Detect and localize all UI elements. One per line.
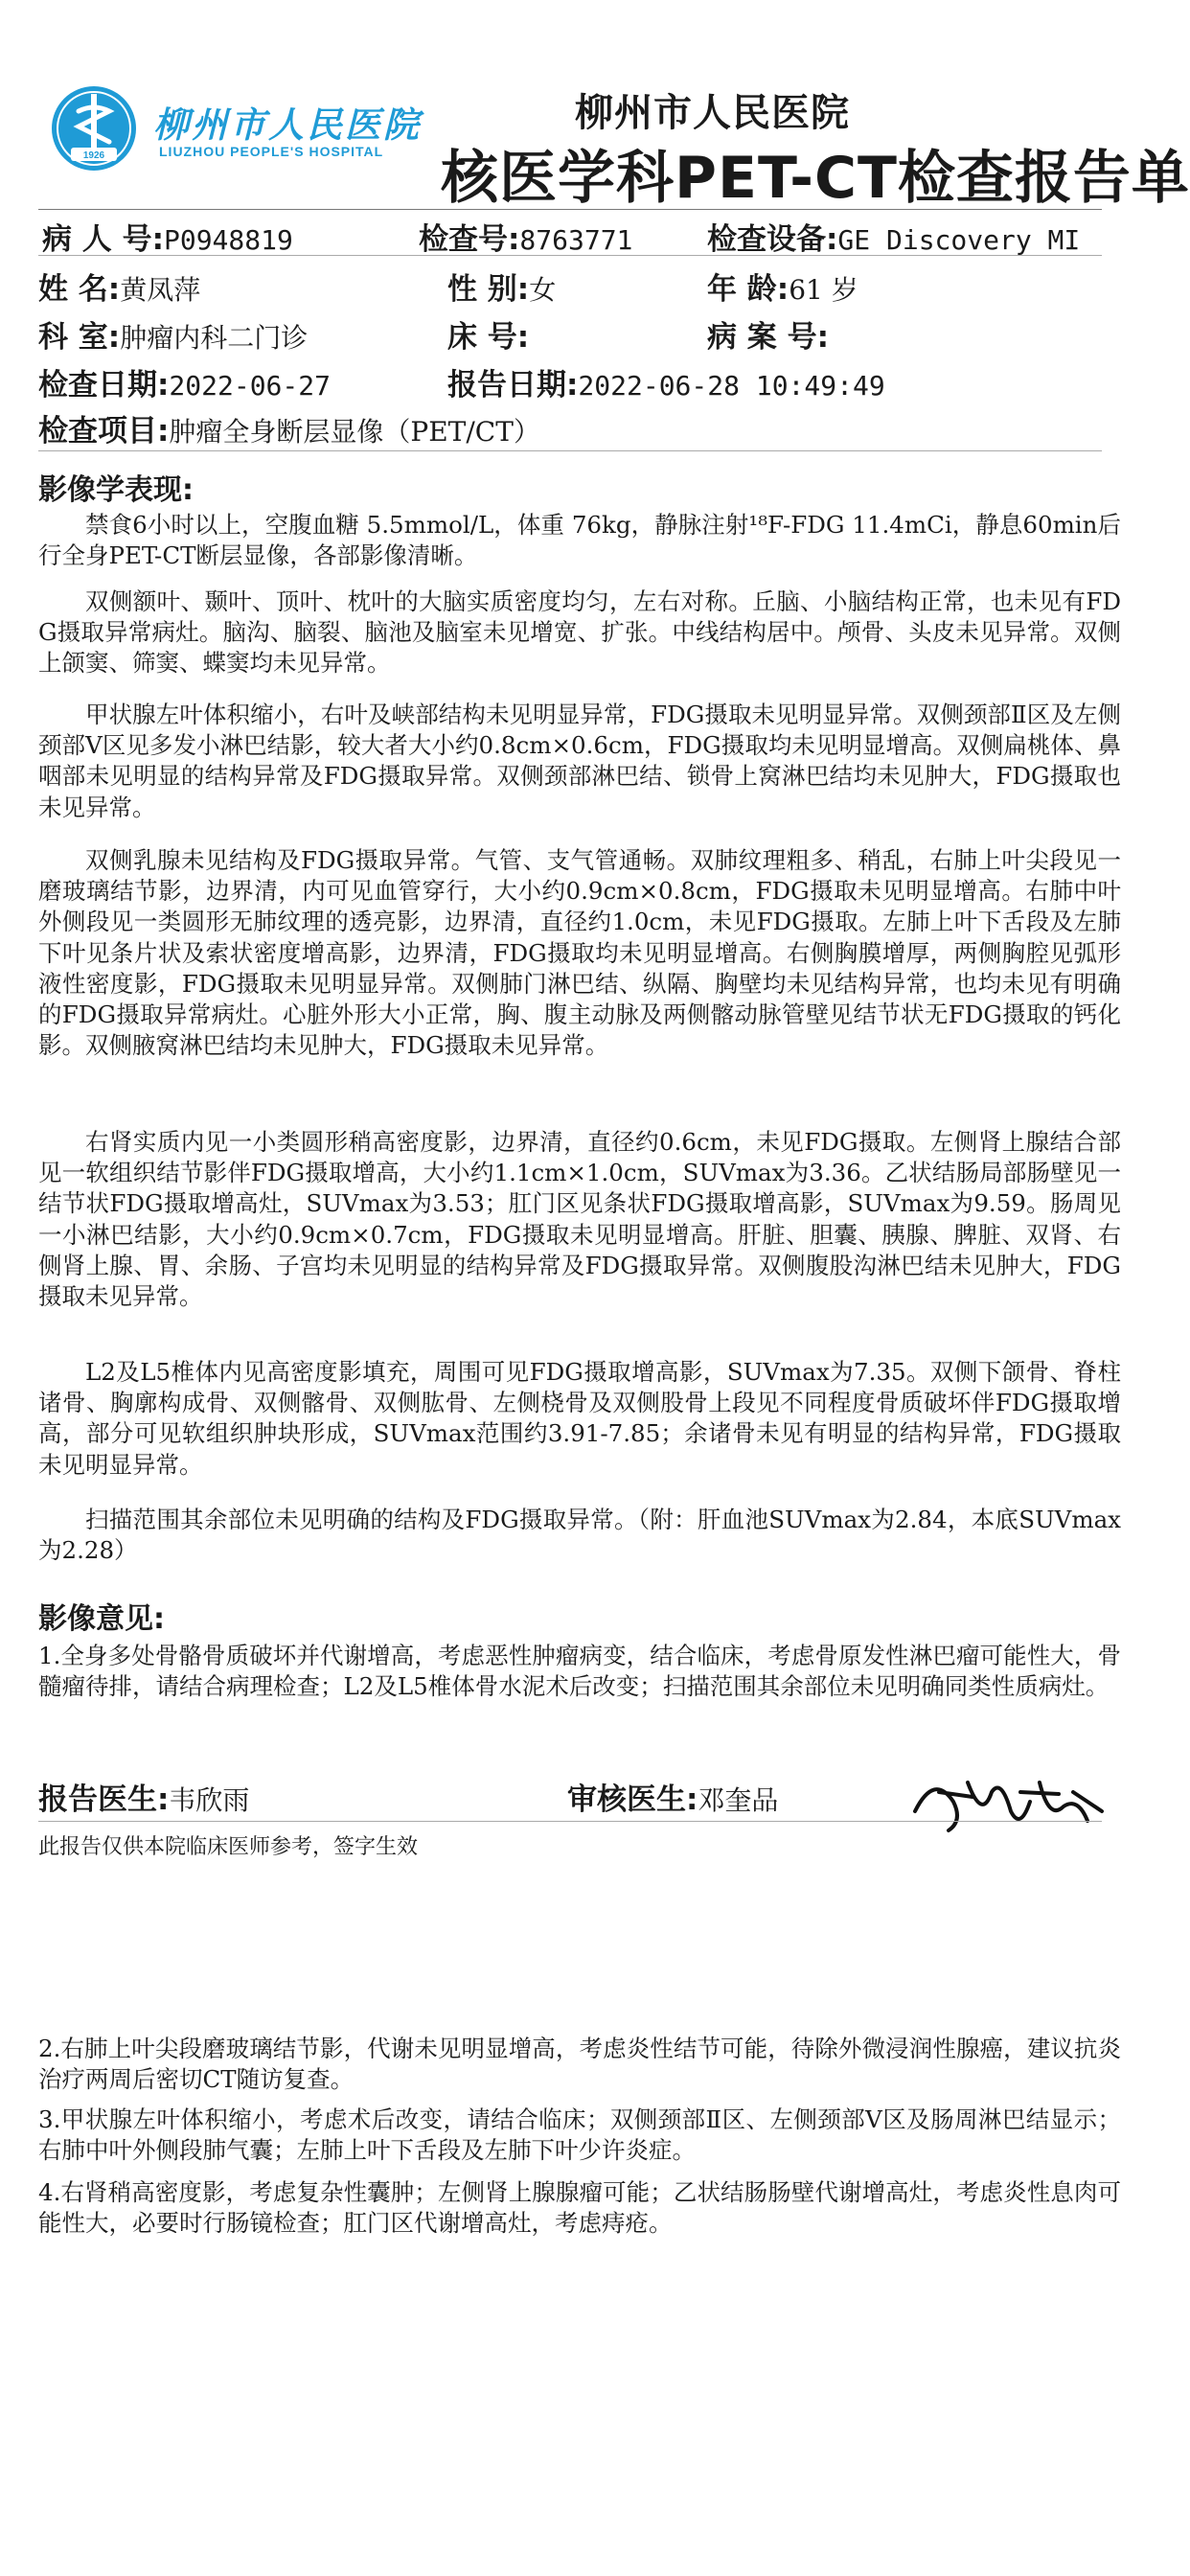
name-field — [38, 264, 200, 308]
sex-value: 女 — [529, 274, 557, 306]
sex-field — [447, 264, 556, 308]
name-label: 姓 名: — [38, 272, 121, 307]
reviewer-label: 审核医生: — [567, 1782, 698, 1817]
opinion-heading: 影像意见: — [38, 1602, 165, 1636]
patient-id-label: 病 人 号: — [42, 222, 164, 257]
report-date-label: 报告日期: — [447, 368, 579, 402]
findings-paragraph: 扫描范围其余部位未见明确的结构及FDG摄取异常。（附：肝血池SUVmax为2.84，本底SUVmax为2.28） — [38, 1506, 1121, 1565]
divider — [38, 209, 1102, 210]
opinion-item: 3.甲状腺左叶体积缩小，考虑术后改变，请结合临床；双侧颈部Ⅱ区、左侧颈部Ⅴ区及肠周淋巴结显示；右肺中叶外侧段肺气囊；左肺上叶下舌段及左肺下叶少许炎症。 — [38, 2105, 1121, 2165]
case-field — [707, 312, 829, 356]
sex-label: 性 别: — [447, 272, 530, 307]
findings-paragraph: 双侧额叶、颞叶、顶叶、枕叶的大脑实质密度均匀，左右对称。丘脑、小脑结构正常，也未见有FDG摄取异常病灶。脑沟、脑裂、脑池及脑室未见增宽、扩张。中线结构居中。颅骨、头皮未见异常。双侧上颌窦、筛窦、蝶窦均未见异常。 — [38, 587, 1121, 678]
dept-label: 科 室: — [38, 320, 121, 355]
report-note: 此报告仅供本院临床医师参考，签字生效 — [38, 1835, 419, 1859]
age-label: 年 龄: — [707, 272, 790, 307]
report-date-value: 2022-06-28 10:49:49 — [578, 370, 885, 402]
divider — [38, 1821, 1102, 1822]
name-value: 黄凤萍 — [120, 274, 201, 306]
logo-year: 1926 — [82, 150, 105, 161]
hospital-name: 柳州市人民医院 — [575, 91, 850, 135]
reviewer-value: 邓奎品 — [698, 1784, 779, 1816]
logo-text-cn: 柳州市人民医院 — [153, 104, 422, 146]
exam-date-value: 2022-06-27 — [169, 370, 331, 402]
exam-date-label: 检查日期: — [38, 368, 170, 402]
report-date-field — [447, 360, 885, 403]
hospital-logo-icon — [50, 84, 138, 172]
logo-text-en: LIUZHOU PEOPLE'S HOSPITAL — [159, 144, 384, 159]
findings-paragraph: 禁食6小时以上，空腹血糖 5.5mmol/L，体重 76kg，静脉注射¹⁸F-FDG 11.4mCi，静息60min后行全身PET-CT断层显像，各部影像清晰。 — [38, 511, 1121, 570]
findings-paragraph: 双侧乳腺未见结构及FDG摄取异常。气管、支气管通畅。双肺纹理粗多、稍乱，右肺上叶尖段见一磨玻璃结节影，边界清，内可见血管穿行，大小约0.9cm×0.8cm，FDG摄取未见明显增高。右肺中叶外侧段见一类圆形无肺纹理的透亮影，边界清，直径约1.0cm，未见FDG摄取。左肺上叶下舌段及左肺下叶见条片状及索状密度增高影，边界清，FDG摄取均未见明显增高。右侧胸膜增厚，两侧胸腔见弧形液性密度影，FDG摄取未见明显异常。双侧肺门淋巴结、纵隔、胸壁均未见结构异常，也均未见有明确的FDG摄取异常病灶。心脏外形大小正常，胸、腹主动脉及两侧髂动脉管壁见结节状无FDG摄取的钙化影。双侧腋窝淋巴结均未见肿大，FDG摄取未见异常。 — [38, 846, 1121, 1060]
device-field — [707, 215, 1080, 258]
exam-no-value: 8763771 — [519, 224, 633, 256]
case-label: 病 案 号: — [707, 320, 829, 355]
exam-no-field — [419, 215, 632, 258]
reporter-label: 报告医生: — [38, 1782, 170, 1817]
reporter-field — [38, 1775, 249, 1818]
exam-item-field — [38, 406, 540, 449]
device-value: GE Discovery MI — [837, 224, 1081, 256]
dept-value: 肿瘤内科二门诊 — [120, 322, 309, 354]
report-title: 核医学科PET-CT检查报告单 — [441, 145, 1190, 212]
exam-item-label: 检查项目: — [38, 414, 170, 448]
divider — [38, 255, 1102, 256]
reviewer-field — [567, 1775, 778, 1818]
dept-field — [38, 312, 308, 356]
findings-heading: 影像学表现: — [38, 473, 194, 507]
bed-label: 床 号: — [447, 320, 530, 355]
bed-field — [447, 312, 529, 356]
divider — [38, 450, 1102, 451]
patient-id-field — [42, 215, 293, 258]
age-value: 61 岁 — [789, 274, 858, 306]
exam-item-value: 肿瘤全身断层显像（PET/CT） — [169, 416, 540, 448]
opinion-item: 2.右肺上叶尖段磨玻璃结节影，代谢未见明显增高，考虑炎性结节可能，待除外微浸润性腺癌，建议抗炎治疗两周后密切CT随访复查。 — [38, 2035, 1121, 2094]
age-field — [707, 264, 858, 308]
opinion-item: 4.右肾稍高密度影，考虑复杂性囊肿；左侧肾上腺腺瘤可能；乙状结肠肠壁代谢增高灶，考虑炎性息肉可能性大，必要时行肠镜检查；肛门区代谢增高灶，考虑痔疮。 — [38, 2178, 1121, 2238]
opinion-item: 1.全身多处骨骼骨质破坏并代谢增高，考虑恶性肿瘤病变，结合临床，考虑骨原发性淋巴瘤可能性大，骨髓瘤待排，请结合病理检查；L2及L5椎体骨水泥术后改变；扫描范围其余部位未见明确同类性质病灶。 — [38, 1642, 1121, 1701]
device-label: 检查设备: — [707, 222, 838, 257]
patient-id-value: P0948819 — [163, 224, 293, 256]
findings-paragraph: L2及L5椎体内见高密度影填充，周围可见FDG摄取增高影，SUVmax为7.35。双侧下颌骨、脊柱诸骨、胸廓构成骨、双侧髂骨、双侧肱骨、左侧桡骨及双侧股骨上段见不同程度骨质破坏伴FDG摄取增高，部分可见软组织肿块形成，SUVmax范围约3.91-7.85；余诸骨未见有明显的结构异常，FDG摄取未见明显异常。 — [38, 1358, 1121, 1479]
findings-paragraph: 甲状腺左叶体积缩小，右叶及峡部结构未见明显异常，FDG摄取未见明显异常。双侧颈部Ⅱ区及左侧颈部Ⅴ区见多发小淋巴结影，较大者大小约0.8cm×0.6cm，FDG摄取均未见明显增高。双侧扁桃体、鼻咽部未见明显的结构异常及FDG摄取异常。双侧颈部淋巴结、锁骨上窝淋巴结均未见肿大，FDG摄取也未见异常。 — [38, 701, 1121, 821]
exam-date-field — [38, 360, 331, 403]
exam-no-label: 检查号: — [419, 222, 520, 257]
findings-paragraph: 右肾实质内见一小类圆形稍高密度影，边界清，直径约0.6cm，未见FDG摄取。左侧肾上腺结合部见一软组织结节影伴FDG摄取增高，大小约1.1cm×1.0cm，SUVmax为3.36。乙状结肠局部肠壁见一结节状FDG摄取增高灶，SUVmax为3.53；肛门区见条状FDG摄取增高影，SUVmax为9.59。肠周见一小淋巴结影，大小约0.9cm×0.7cm，FDG摄取未见明显增高。肝脏、胆囊、胰腺、脾脏、双肾、右侧肾上腺、胃、余肠、子宫均未见明显的结构异常及FDG摄取异常。双侧腹股沟淋巴结未见肿大，FDG摄取未见异常。 — [38, 1128, 1121, 1311]
reporter-value: 韦欣雨 — [169, 1784, 250, 1816]
handwritten-signature — [896, 1754, 1116, 1850]
